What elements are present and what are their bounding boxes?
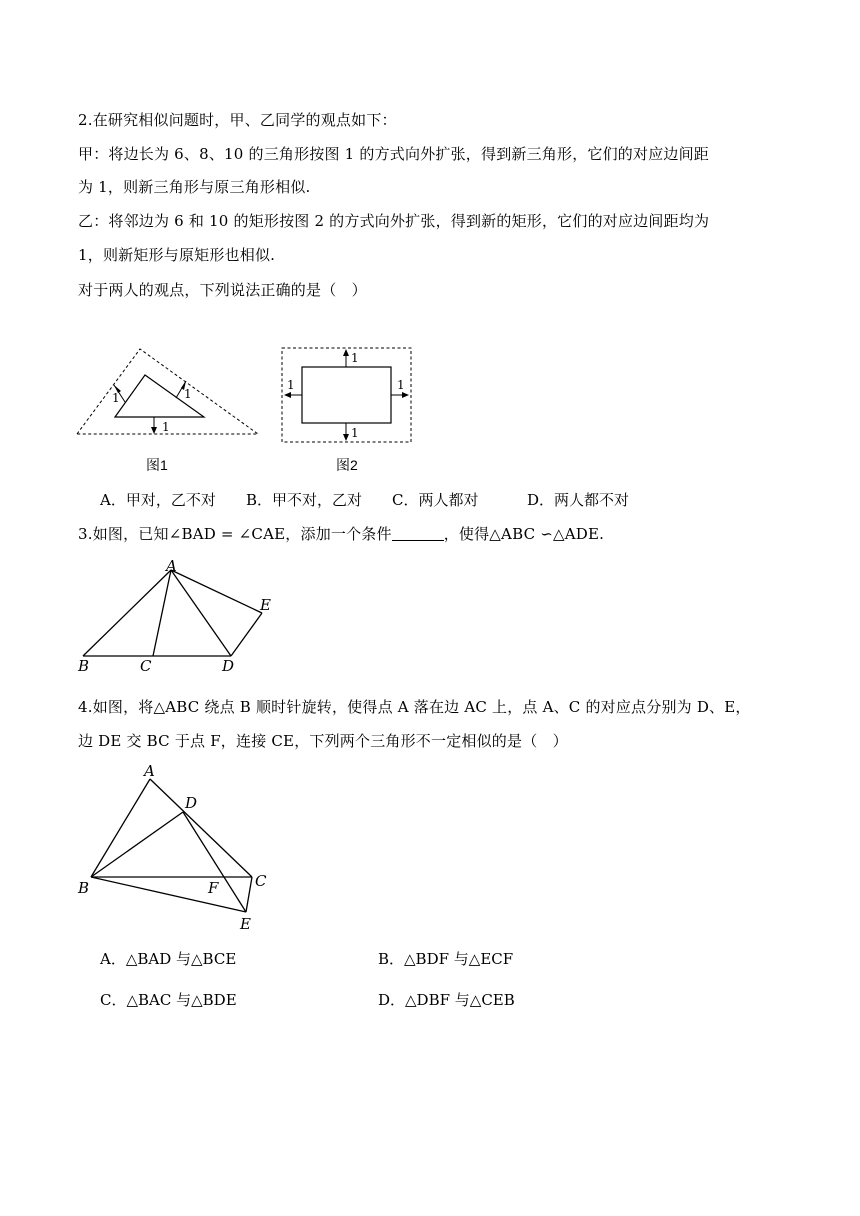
q3-label-a: A: [166, 557, 177, 575]
q4-label-b: B: [78, 879, 90, 897]
q4-line2: 边 DE 交 BC 于点 F，连接 CE，下列两个三角形不一定相似的是（ ）: [78, 732, 568, 750]
q4-label-a: A: [144, 762, 155, 780]
fig1-caption: 图1: [146, 457, 168, 473]
q4-figure: [72, 760, 292, 935]
q2-option-c[interactable]: C．两人都对: [392, 491, 479, 509]
fig2-dist-label-left: 1: [287, 378, 295, 392]
q3-text-after: ，使得△ABC ∽△ADE.: [443, 525, 605, 543]
fig2-caption: 图2: [336, 457, 358, 473]
q3-figure: [74, 555, 274, 675]
q2-line1: 2.在研究相似问题时，甲、乙同学的观点如下：: [78, 111, 397, 129]
q2-option-d[interactable]: D．两人都不对: [527, 491, 630, 509]
q4-option-d[interactable]: D．△DBF 与△CEB: [378, 991, 515, 1009]
q4-option-c[interactable]: C．△BAC 与△BDE: [100, 991, 237, 1009]
q2-line5: 1，则新矩形与原矩形也相似.: [78, 246, 276, 264]
fig1-dist-label-right: 1: [184, 387, 192, 401]
figure-2-rectangle: [278, 344, 418, 444]
fig2-dist-label-top: 1: [351, 351, 359, 365]
q4-label-f: F: [208, 879, 219, 897]
q2-option-b[interactable]: B．甲不对，乙对: [246, 491, 363, 509]
q3-answer-blank[interactable]: [392, 526, 444, 541]
q2-line6: 对于两人的观点，下列说法正确的是（ ）: [78, 281, 367, 299]
q4-option-a[interactable]: A．△BAD 与△BCE: [100, 950, 237, 968]
q2-option-a[interactable]: A．甲对，乙不对: [100, 491, 216, 509]
q2-line3: 为 1，则新三角形与原三角形相似.: [78, 178, 311, 196]
inner-rectangle: [302, 367, 391, 423]
q4-label-c: C: [255, 872, 267, 890]
fig2-dist-label-bottom: 1: [351, 426, 359, 440]
q3-label-c: C: [140, 657, 152, 675]
q3-line: [78, 524, 604, 544]
figure-1-triangle: [74, 344, 274, 444]
q4-label-e: E: [240, 915, 251, 933]
fig1-dist-label-bottom: 1: [162, 420, 170, 434]
q4-option-b[interactable]: B．△BDF 与△ECF: [378, 950, 514, 968]
fig1-dist-label-left: 1: [112, 391, 120, 405]
q3-label-b: B: [78, 657, 90, 675]
q3-label-d: D: [222, 657, 235, 675]
q2-line2: 甲：将边长为 6、8、10 的三角形按图 1 的方式向外扩张，得到新三角形，它们的对应边间距: [78, 145, 709, 163]
q4-label-d: D: [185, 794, 198, 812]
q2-line4: 乙：将邻边为 6 和 10 的矩形按图 2 的方式向外扩张，得到新的矩形，它们的对应边间距均为: [78, 212, 710, 230]
q3-text-before: 3.如图，已知∠BAD = ∠CAE，添加一个条件: [78, 525, 392, 543]
fig2-dist-label-right: 1: [397, 378, 405, 392]
q4-line1: 4.如图，将△ABC 绕点 B 顺时针旋转，使得点 A 落在边 AC 上，点 A、C 的对应点分别为 D、E，: [78, 698, 751, 716]
q3-label-e: E: [260, 596, 271, 614]
